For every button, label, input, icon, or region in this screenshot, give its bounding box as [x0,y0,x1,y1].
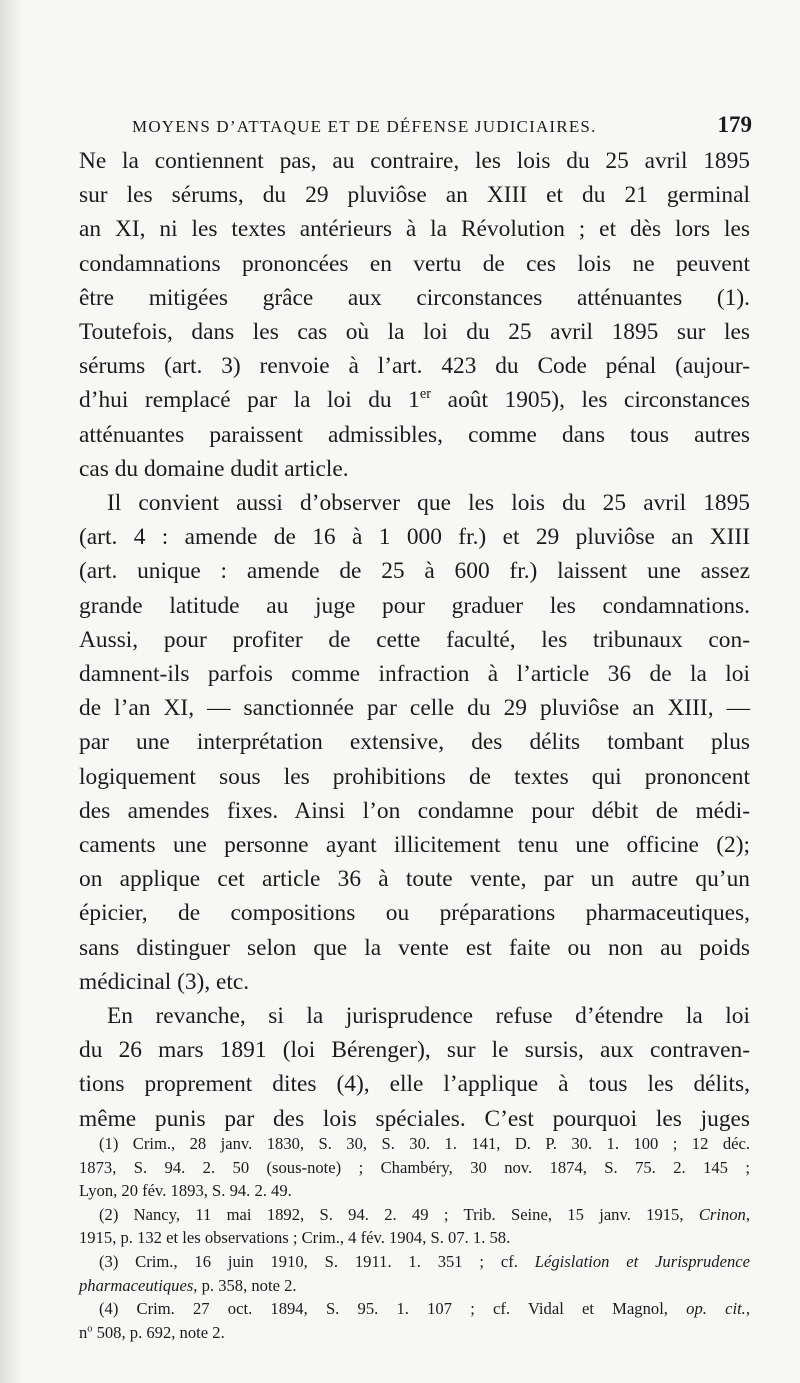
text-line: épicier, de compositions ou préparations pharmaceutiques, [79,900,750,927]
page-edge-shadow [0,0,22,1383]
footnote-line: (2) Nancy, 11 mai 1892, S. 94. 2. 49 ; Trib. Seine, 15 janv. 1915, Crinon, [99,1204,750,1224]
text-line: on applique cet article 36 à toute vente, par un autre qu’un [79,866,750,893]
page-number: 179 [717,112,752,137]
footnote-line: pharmaceutiques, p. 358, note 2. [79,1275,297,1295]
text-line: médicinal (3), etc. [79,968,250,995]
text-line-with-superscript: d’hui remplacé par la loi du 1er août 1905), les circonstances [79,386,750,414]
page-header [132,112,752,148]
text-line: (art. unique : amende de 25 à 600 fr.) laissent une assez [79,558,750,585]
text-line: même punis par des lois spéciales. C’est pourquoi les juges [79,1105,750,1132]
text-line: an XI, ni les textes antérieurs à la Révolution ; et dès lors les [79,216,750,243]
running-head: MOYENS D’ATTAQUE ET DE DÉFENSE JUDICIAIRES. [132,117,597,136]
footnotes [79,1132,750,1344]
text-line: logiquement sous les prohibitions de textes qui prononcent [79,763,750,790]
text-line: du 26 mars 1891 (loi Bérenger), sur le sursis, aux contraven- [79,1037,750,1064]
body-text [79,144,750,1136]
footnote-line: (3) Crim., 16 juin 1910, S. 1911. 1. 351 ; cf. Législation et Jurisprudence [99,1251,750,1271]
text-line: caments une personne ayant illicitement tenu une officine (2); [79,832,750,859]
text-line: En revanche, si la jurisprudence refuse d’étendre la loi [107,1003,750,1030]
text-line: atténuantes paraissent admissibles, comme dans tous autres [79,421,750,448]
text-line: condamnations prononcées en vertu de ces lois ne peuvent [79,250,750,277]
text-line: Ne la contiennent pas, au contraire, les lois du 25 avril 1895 [79,148,750,174]
text-line: être mitigées grâce aux circonstances atténuantes (1). [79,284,750,311]
text-line: sans distinguer selon que la vente est faite ou non au poids [79,934,750,961]
text-line: sur les sérums, du 29 pluviôse an XIII et du 21 germinal [79,182,750,209]
text-line: sérums (art. 3) renvoie à l’art. 423 du Code pénal (aujour- [79,353,750,380]
footnote-line: 1915, p. 132 et les observations ; Crim., 4 fév. 1904, S. 07. 1. 58. [79,1228,511,1248]
text-line: des amendes fixes. Ainsi l’on condamne pour débit de médi- [79,797,750,824]
text-line: tions proprement dites (4), elle l’applique à tous les délits, [79,1071,750,1098]
text-line: de l’an XI, — sanctionnée par celle du 29 pluviôse an XIII, — [79,695,750,722]
footnote-line: (1) Crim., 28 janv. 1830, S. 30, S. 30. 1. 141, D. P. 30. 1. 100 ; 12 déc. [99,1134,750,1153]
footnote-line: Lyon, 20 fév. 1893, S. 94. 2. 49. [79,1181,292,1201]
text-line: (art. 4 : amende de 16 à 1 000 fr.) et 29 pluviôse an XIII [79,524,750,551]
text-line: Il convient aussi d’observer que les lois du 25 avril 1895 [107,490,750,517]
text-line: cas du domaine dudit article. [79,455,349,482]
text-line: Aussi, pour profiter de cette faculté, les tribunaux con- [79,626,750,653]
text-line: par une interprétation extensive, des délits tombant plus [79,729,750,756]
footnote-line: (4) Crim. 27 oct. 1894, S. 95. 1. 107 ; cf. Vidal et Magnol, op. cit., [99,1299,750,1319]
footnote-line: 1873, S. 94. 2. 50 (sous-note) ; Chambéry, 30 nov. 1874, S. 75. 2. 145 ; [79,1157,750,1177]
text-line: grande latitude au juge pour graduer les condamnations. [79,592,750,619]
footnote-line: $n^o$ 508, p. 692, note 2. [79,1322,225,1342]
text-line: Toutefois, dans les cas où la loi du 25 avril 1895 sur les [79,319,750,346]
text-line: damnent-ils parfois comme infraction à l’article 36 de la loi [79,661,750,688]
